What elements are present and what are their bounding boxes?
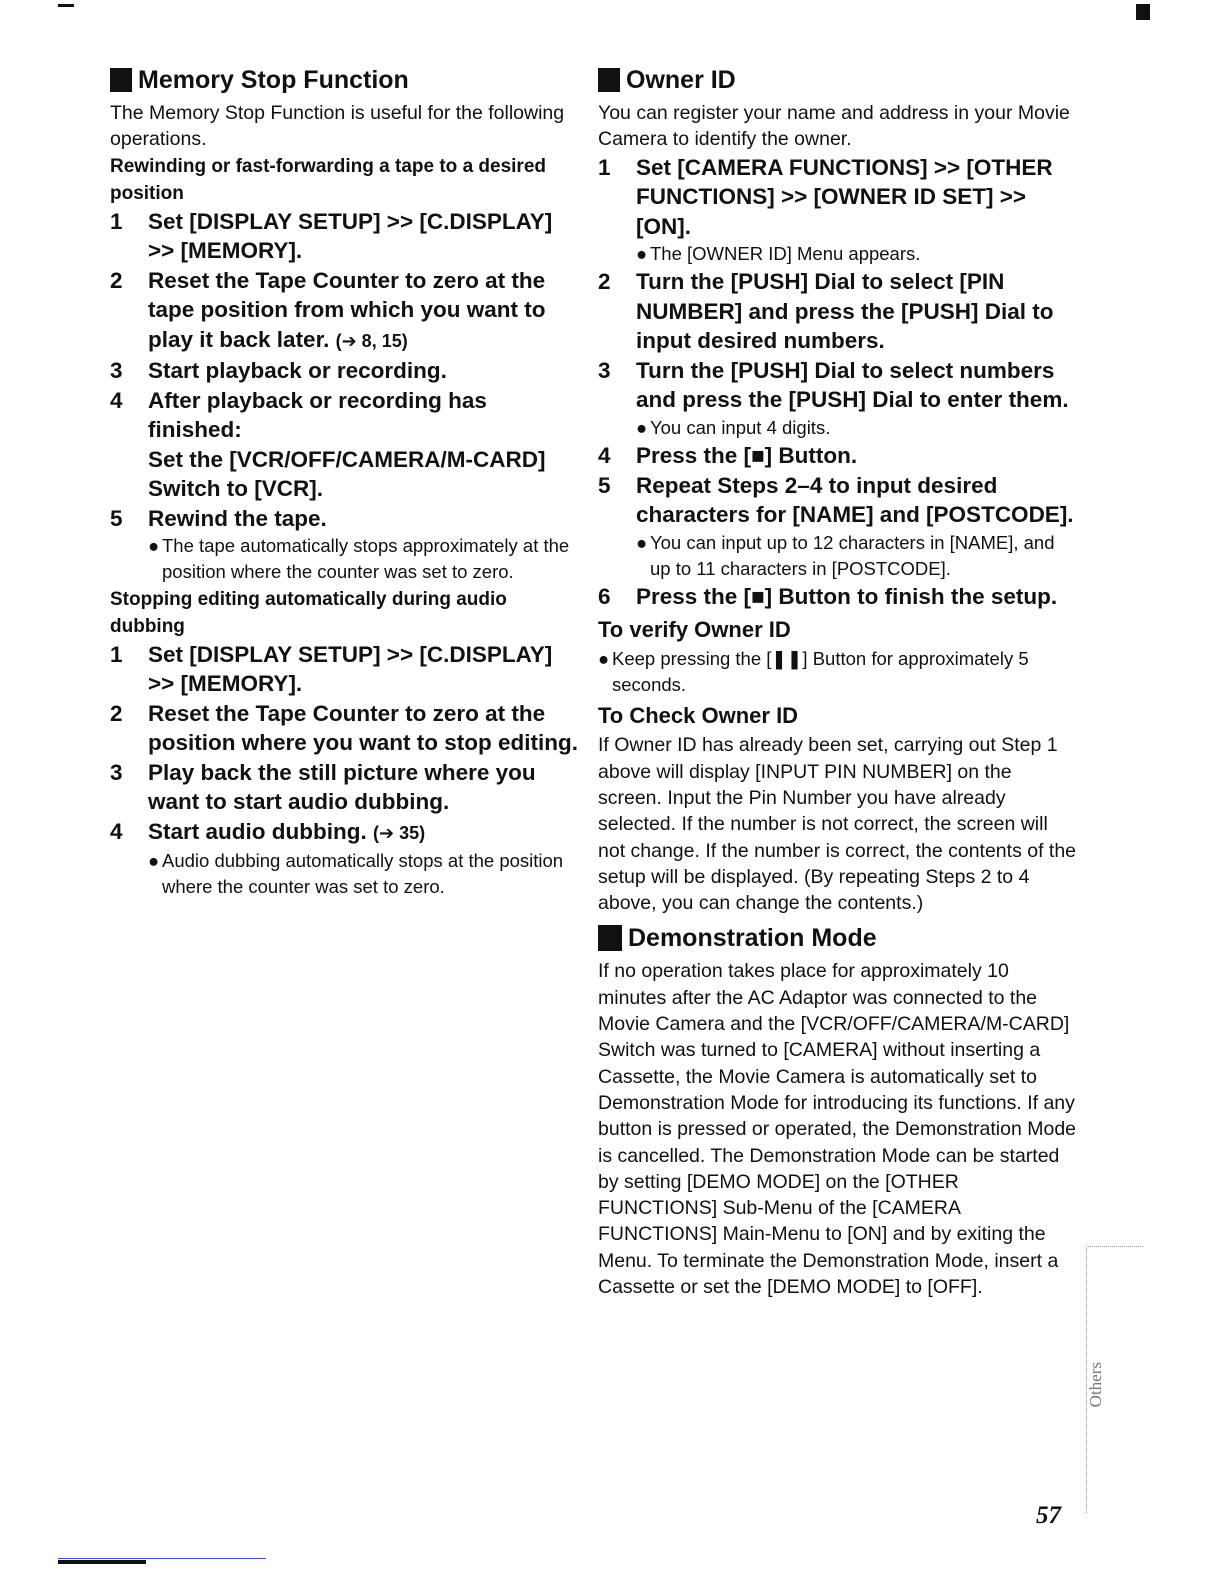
step: [110, 356, 580, 386]
page-reference: (➔ 8, 15): [335, 330, 408, 351]
step: [110, 504, 580, 534]
step-text: Repeat Steps 2–4 to input desired characters for [NAME] and [POSTCODE].: [636, 472, 1074, 528]
step-text: [148, 266, 580, 357]
step-number: 6: [598, 584, 611, 610]
step-text: Press the [■] Button to finish the setup.: [636, 584, 1058, 610]
note: [148, 533, 580, 586]
step-number: 1: [598, 154, 611, 180]
bullet-icon: ●: [636, 531, 648, 553]
step: [598, 356, 1078, 415]
step-number: 1: [110, 641, 123, 667]
step: [110, 207, 580, 266]
step-text: [148, 386, 580, 504]
step: [598, 582, 1078, 612]
note: [598, 646, 1078, 699]
note-text: The [OWNER ID] Menu appears.: [650, 243, 921, 265]
bullet-icon: ●: [636, 416, 648, 438]
bullet-icon: ●: [636, 243, 648, 265]
memory-stop-title: Memory Stop Function: [138, 66, 409, 94]
note: [636, 241, 1078, 267]
bullet-icon: ●: [148, 535, 160, 557]
step-number: 4: [598, 443, 611, 469]
step: [598, 471, 1078, 530]
memory-stop-section: [110, 64, 580, 901]
demo-mode-title: Demonstration Mode: [628, 924, 877, 953]
step-number: 3: [598, 357, 611, 383]
step-number: 4: [110, 818, 123, 844]
step-text: Set [CAMERA FUNCTIONS] >> [OTHER FUNCTIONS] >> [OWNER ID SET] >> [ON].: [636, 154, 1053, 239]
step: [598, 267, 1078, 356]
section-heading: [598, 922, 1078, 954]
right-column: [598, 64, 1078, 1300]
heading-square-icon: [110, 68, 132, 92]
step-text-main: Reset the Tape Counter to zero at the tape position from which you want to play it back later.: [148, 267, 546, 352]
section-heading: [110, 64, 580, 96]
step-text: Reset the Tape Counter to zero at the position where you want to stop editing.: [148, 700, 578, 756]
heading-square-icon: [598, 925, 622, 951]
step-text: Set [DISPLAY SETUP] >> [C.DISPLAY] >> [MEMORY].: [148, 641, 553, 697]
rewind-subhead: Rewinding or fast-forwarding a tape to a desired position: [110, 155, 546, 204]
step-number: 5: [598, 472, 611, 498]
step-text: Start playback or recording.: [148, 358, 447, 384]
step-number: 2: [110, 267, 123, 293]
side-tab-label: Others: [1086, 1362, 1105, 1408]
note: [636, 530, 1078, 583]
step: [110, 640, 580, 699]
section-heading: [598, 64, 1078, 96]
step-text-main: Start audio dubbing.: [148, 818, 367, 844]
step: [598, 441, 1078, 471]
bullet-icon: ●: [148, 850, 160, 872]
step: [110, 266, 580, 357]
demo-mode-text: If no operation takes place for approximately 10 minutes after the AC Adaptor was connected to the Movie Camera and the [VCR/OFF/CAMERA/M-CARD] Switch was turned to [CAMERA] without inserting a Cassette, the Movie Camera is automatically set to Demonstration Mode for introducing its functions. If any button is pressed or operated, the Demonstration Mode is cancelled. The Demonstration Mode can be started by setting [DEMO MODE] on the [OTHER FUNCTIONS] Sub-Menu of the [CAMERA FUNCTIONS] Main-Menu to [ON] and by exiting the Menu. To terminate the Demonstration Mode, insert a Cassette or set the [DEMO MODE] to [OFF].: [598, 960, 1077, 1299]
note: [148, 848, 580, 901]
step-number: 3: [110, 358, 123, 384]
step-number: 2: [598, 269, 611, 295]
check-owner-id-text: If Owner ID has already been set, carrying out Step 1 above will display [INPUT PIN NUMBER] on the screen. Input the Pin Number you have already selected. If the number is not correct, the screen will not change. If the number is correct, the contents of the setup will be displayed. (By repeating Steps 2 to 4 above, you can change the contents.): [598, 734, 1077, 915]
step-text: Play back the still picture where you want to start audio dubbing.: [148, 759, 536, 815]
note-text: Audio dubbing automatically stops at the position where the counter was set to zero.: [162, 850, 564, 898]
corner-mark: [1136, 4, 1150, 20]
owner-id-intro: You can register your name and address in your Movie Camera to identify the owner.: [598, 102, 1070, 151]
page-number: 57: [1036, 1502, 1061, 1529]
step-number: 2: [110, 700, 123, 726]
step-text-continued: Set the [VCR/OFF/CAMERA/M-CARD] Switch to [VCR].: [148, 446, 546, 502]
check-owner-id-heading: To Check Owner ID: [598, 703, 799, 729]
step-number: 3: [110, 759, 123, 785]
note-text: The tape automatically stops approximately at the position where the counter was set to zero.: [162, 535, 570, 583]
step-text: [148, 817, 580, 849]
step-number: 1: [110, 208, 123, 234]
step-text: Turn the [PUSH] Dial to select [PIN NUMBER] and press the [PUSH] Dial to input desired numbers.: [636, 269, 1054, 354]
heading-square-icon: [598, 68, 620, 92]
page-reference: (➔ 35): [373, 822, 426, 843]
step: [598, 153, 1078, 242]
step: [110, 699, 580, 758]
step: [110, 386, 580, 504]
memory-stop-intro: The Memory Stop Function is useful for the following operations.: [110, 102, 565, 151]
step: [110, 758, 580, 817]
step-text-main: After playback or recording has finished:: [148, 387, 487, 443]
bullet-icon: ●: [598, 647, 610, 669]
scan-mark-top: [58, 4, 74, 7]
verify-owner-id-heading: To verify Owner ID: [598, 616, 791, 642]
step-text: Turn the [PUSH] Dial to select numbers and press the [PUSH] Dial to enter them.: [636, 357, 1069, 413]
note-text: You can input up to 12 characters in [NAME], and up to 11 characters in [POSTCODE].: [650, 531, 1055, 579]
bottom-rule: [58, 1558, 266, 1559]
step-number: 4: [110, 387, 123, 413]
note-text: You can input 4 digits.: [650, 416, 831, 438]
note-text: Keep pressing the [❚❚] Button for approximately 5 seconds.: [612, 647, 1029, 696]
step: [110, 817, 580, 849]
owner-id-title: Owner ID: [626, 66, 736, 94]
note: [636, 415, 1078, 441]
audio-dubbing-subhead: Stopping editing automatically during audio dubbing: [110, 588, 507, 637]
bottom-mark: [58, 1560, 146, 1564]
step-text: Press the [■] Button.: [636, 443, 858, 469]
step-text: Set [DISPLAY SETUP] >> [C.DISPLAY] >> [MEMORY].: [148, 208, 553, 264]
step-number: 5: [110, 505, 123, 531]
step-text: Rewind the tape.: [148, 505, 327, 531]
